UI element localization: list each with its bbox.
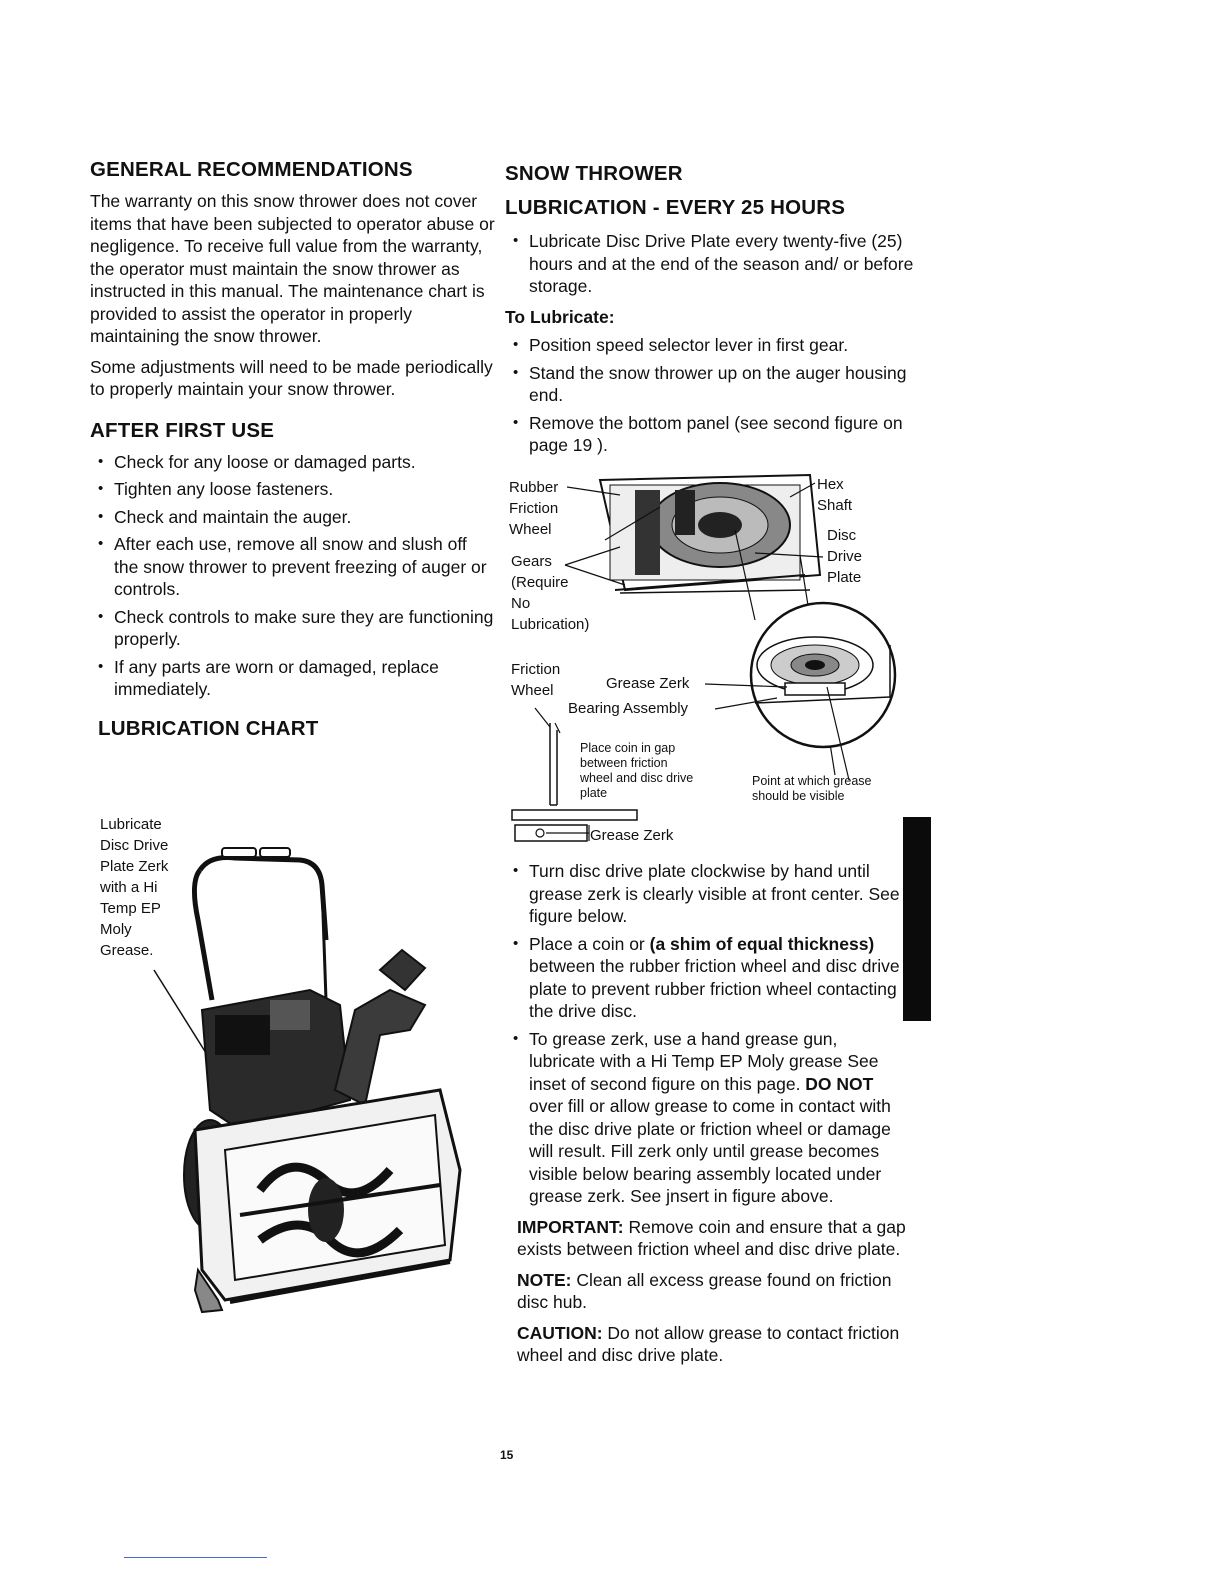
page-number: 15: [500, 1448, 514, 1462]
general-paragraph-2: Some adjustments will need to be made periodically to properly maintain your snow thrower.: [90, 356, 493, 399]
right-column: [505, 162, 915, 465]
caution-text: Do not allow grease to contact friction wheel and disc drive plate.: [517, 1322, 900, 1365]
list-item: • Check for any loose or damaged parts.: [90, 451, 495, 474]
note-text: Clean all excess grease found on friction disc hub.: [517, 1269, 892, 1312]
grease-text-end: over fill or allow grease to come in contact with the disc drive plate or friction wheel or damage will result. Fill zerk only until grease becomes visible below bearing assembly located under grease zerk. See jnsert in figure above.: [529, 1096, 891, 1206]
coin-text-end: between the rubber friction wheel and disc drive plate to prevent rubber friction wheel contacting the drive disc.: [529, 956, 900, 1021]
general-recommendations-heading: GENERAL RECOMMENDATIONS: [90, 158, 413, 181]
caution-label: CAUTION:: [517, 1322, 603, 1343]
grease-text: To grease zerk, use a hand grease gun, lubricate with a Hi Temp EP Moly grease See inset of second figure on this page.: [529, 1028, 879, 1094]
lubrication-callout: Lubricate Disc Drive Plate Zerk with a Hi Temp EP Moly Grease.: [100, 816, 169, 959]
grease-zerk-label: Grease Zerk: [606, 675, 690, 692]
gears-label: Gears (Require No Lubrication): [511, 553, 590, 633]
list-item: • Tighten any loose fasteners.: [90, 478, 495, 501]
note-paragraph: [505, 1269, 907, 1314]
left-column: [90, 158, 495, 749]
after-first-use-heading: AFTER FIRST USE: [90, 418, 275, 442]
bearing-assembly-label: Bearing Assembly: [568, 700, 689, 717]
coin-bold-text: (a shim of equal thickness): [649, 933, 875, 954]
list-item: • Stand the snow thrower up on the auger housing end.: [505, 362, 915, 407]
hex-shaft-label: Hex Shaft: [817, 476, 853, 514]
list-item: • Position speed selector lever in first gear.: [505, 334, 915, 357]
after-first-use-list: [90, 451, 495, 701]
intro-list: [505, 230, 915, 298]
list-item: • Check and maintain the auger.: [90, 506, 495, 529]
to-lubricate-label: To Lubricate:: [505, 306, 615, 327]
rubber-friction-wheel-label: Rubber Friction Wheel: [509, 479, 559, 538]
list-item: • Turn disc drive plate clockwise by hand until grease zerk is clearly visible at front center. See figure below.: [505, 860, 907, 928]
important-label: IMPORTANT:: [517, 1216, 624, 1237]
list-item: • Remove the bottom panel (see second figure on page 19 ).: [505, 412, 915, 457]
steps-list: [505, 334, 915, 457]
procedure-list: [505, 860, 907, 1208]
list-item: [505, 1028, 907, 1208]
place-coin-label: Place coin in gap between friction wheel and disc drive plate: [580, 741, 694, 800]
lubrication-interval-heading: LUBRICATION - EVERY 25 HOURS: [505, 196, 846, 219]
important-text: Remove coin and ensure that a gap exists between friction wheel and disc drive plate.: [517, 1216, 906, 1259]
disc-drive-plate-label: Disc Drive Plate: [827, 527, 863, 586]
do-not-text: DO NOT: [805, 1073, 874, 1094]
right-column-lower: [505, 860, 907, 1375]
list-item: [505, 933, 907, 1023]
snow-thrower-heading: SNOW THROWER: [505, 162, 683, 185]
important-note: [505, 1216, 907, 1261]
list-item: • If any parts are worn or damaged, replace immediately.: [90, 656, 495, 701]
point-at-which-label: Point at which grease should be visible: [752, 774, 872, 803]
footer-rule: [124, 1557, 267, 1558]
list-item: • Lubricate Disc Drive Plate every twenty-five (25) hours and at the end of the season and/ or before storage.: [505, 230, 915, 298]
snow-thrower-illustration: [140, 830, 490, 1320]
general-paragraph-1: The warranty on this snow thrower does not cover items that have been subjected to operator abuse or negligence. To receive full value from the warranty, the operator must maintain the snow thrower as instructed in this manual. The maintenance chart is provided to assist the operator in properly maintaining the snow thrower.: [90, 191, 495, 346]
caution-paragraph: [505, 1322, 907, 1367]
coin-text: Place a coin or: [529, 933, 650, 954]
list-item: • After each use, remove all snow and slush off the snow thrower to prevent freezing of auger or controls.: [90, 533, 495, 601]
grease-zerk-bottom-label: Grease Zerk: [590, 827, 674, 844]
list-item: • Check controls to make sure they are functioning properly.: [90, 606, 495, 651]
friction-wheel-label: Friction Wheel: [511, 661, 561, 699]
note-label: NOTE:: [517, 1269, 572, 1290]
section-tab-marker: [903, 817, 931, 1021]
lubrication-chart-heading: LUBRICATION CHART: [98, 716, 319, 740]
